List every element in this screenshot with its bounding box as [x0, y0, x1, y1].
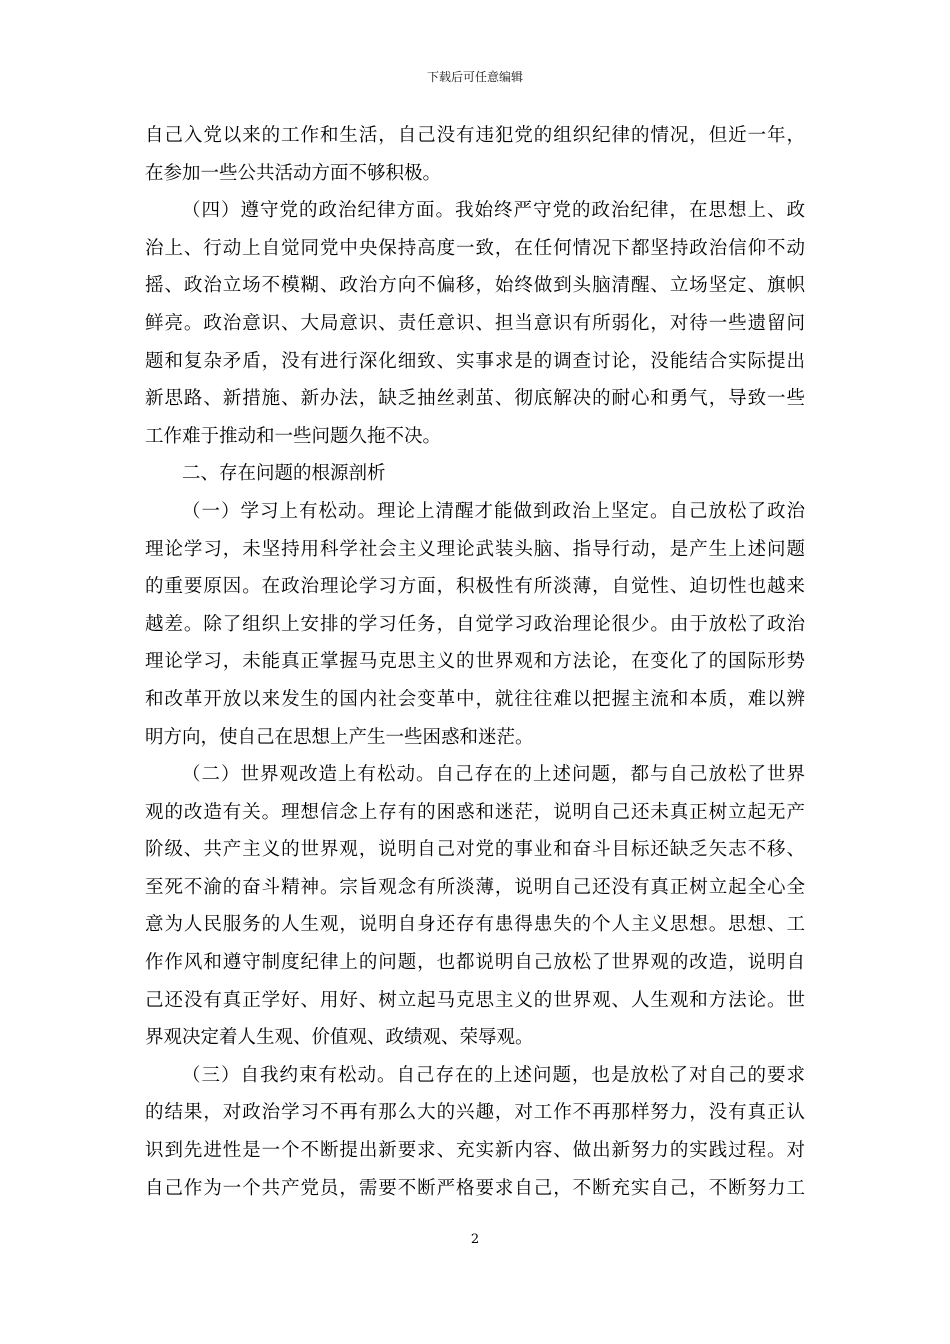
- page-number: 2: [470, 1232, 480, 1247]
- text-line: 界观决定着人生观、价值观、政绩观、荣辱观。: [145, 1027, 534, 1049]
- text-line: 在参加一些公共活动方面不够积极。: [145, 162, 442, 184]
- text-line: 越差。除了组织上安排的学习任务，自觉学习政治理论很少。由于放松了政治: [145, 613, 805, 635]
- text-line: （一）学习上有松动。理论上清醒才能做到政治上坚定。自己放松了政治: [182, 500, 805, 522]
- text-line: 识到先进性是一个不断提出新要求、充实新内容、做出新努力的实践过程。对: [145, 1140, 805, 1162]
- text-line: 作作风和遵守制度纪律上的问题，也都说明自己放松了世界观的改造，说明自: [145, 952, 805, 974]
- text-line: 观的改造有关。理想信念上存有的困惑和迷茫，说明自己还未真正树立起无产: [145, 801, 805, 823]
- section-heading: 二、存在问题的根源剖析: [182, 463, 386, 485]
- text-line: 理论学习，未能真正掌握马克思主义的世界观和方法论，在变化了的国际形势: [145, 651, 805, 673]
- text-line: （三）自我约束有松动。自己存在的上述问题，也是放松了对自己的要求: [182, 1064, 805, 1086]
- document-body: [145, 117, 805, 1207]
- text-line: 鲜亮。政治意识、大局意识、责任意识、担当意识有所弱化，对待一些遗留问: [145, 312, 805, 334]
- text-line: 工作难于推动和一些问题久拖不决。: [145, 425, 442, 447]
- text-line: 己还没有真正学好、用好、树立起马克思主义的世界观、人生观和方法论。世: [145, 989, 805, 1011]
- text-line: 自己入党以来的工作和生活，自己没有违犯党的组织纪律的情况，但近一年，: [145, 125, 805, 146]
- text-line: 意为人民服务的人生观，说明自身还存有患得患失的个人主义思想。思想、工: [145, 914, 805, 936]
- text-line: 至死不渝的奋斗精神。宗旨观念有所淡薄，说明自己还没有真正树立起全心全: [145, 876, 805, 898]
- text-line: 的重要原因。在政治理论学习方面，积极性有所淡薄，自觉性、迫切性也越来: [145, 576, 805, 598]
- text-line: 自己作为一个共产党员，需要不断严格要求自己，不断充实自己，不断努力工: [145, 1177, 805, 1199]
- text-line: 的结果，对政治学习不再有那么大的兴趣，对工作不再那样努力，没有真正认: [145, 1102, 805, 1124]
- text-line: 明方向，使自己在思想上产生一些困惑和迷茫。: [145, 726, 534, 748]
- text-line: 题和复杂矛盾，没有进行深化细致、实事求是的调查讨论，没能结合实际提出: [145, 350, 805, 372]
- text-line: 阶级、共产主义的世界观，说明自己对党的事业和奋斗目标还缺乏矢志不移、: [145, 839, 805, 861]
- page-header: 下载后可任意编辑: [426, 70, 523, 84]
- text-line: （四）遵守党的政治纪律方面。我始终严守党的政治纪律，在思想上、政: [182, 200, 805, 222]
- text-line: 治上、行动上自觉同党中央保持高度一致，在任何情况下都坚持政治信仰不动: [145, 237, 805, 259]
- text-line: 理论学习，未坚持用科学社会主义理论武装头脑、指导行动，是产生上述问题: [145, 538, 805, 560]
- text-line: 和改革开放以来发生的国内社会变革中，就往往难以把握主流和本质，难以辨: [145, 688, 805, 710]
- text-line: 新思路、新措施、新办法，缺乏抽丝剥茧、彻底解决的耐心和勇气，导致一些: [145, 388, 805, 410]
- text-line: 摇、政治立场不模糊、政治方向不偏移，始终做到头脑清醒、立场坚定、旗帜: [145, 275, 805, 297]
- text-line: （二）世界观改造上有松动。自己存在的上述问题，都与自己放松了世界: [182, 764, 805, 786]
